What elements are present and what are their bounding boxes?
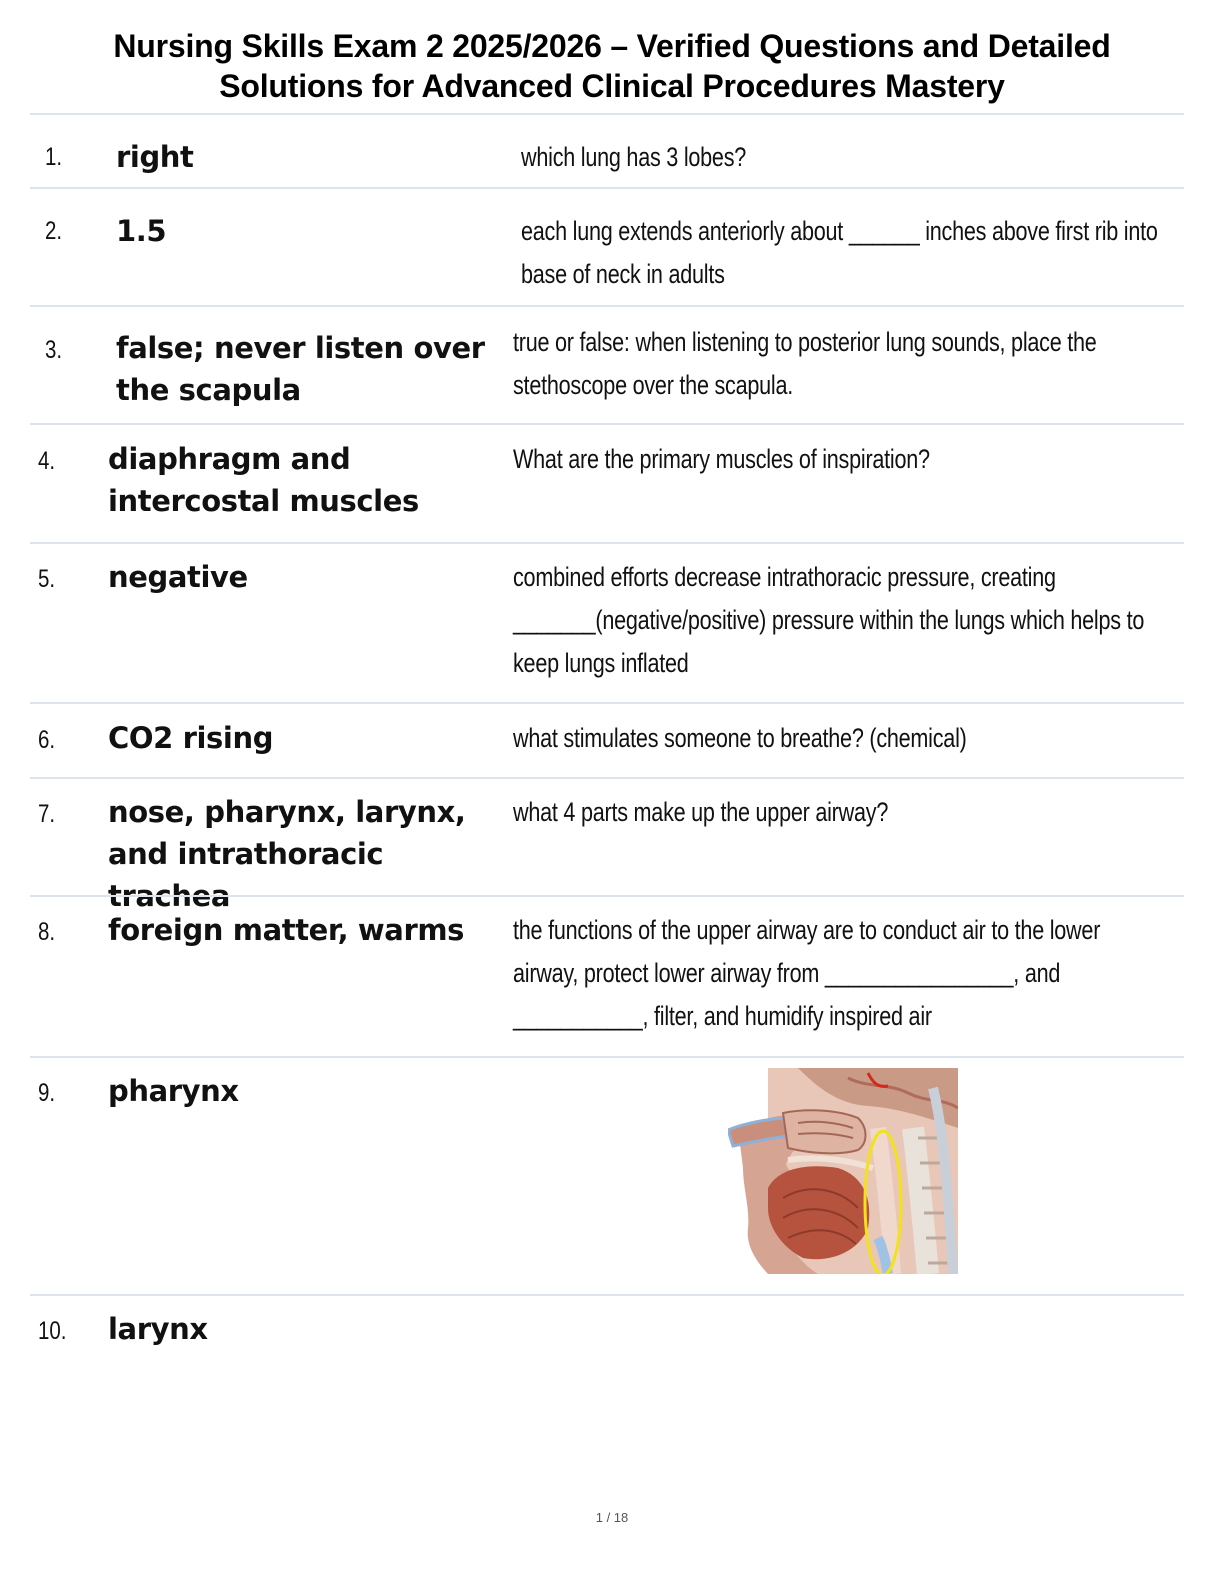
card-term: right: [116, 140, 194, 174]
page-indicator: 1 / 18: [595, 1510, 629, 1525]
card-term: 1.5: [116, 214, 167, 248]
card-term: CO2 rising: [108, 721, 274, 755]
divider: [30, 187, 1184, 189]
card-number: 8.: [38, 918, 56, 946]
divider: [30, 542, 1184, 544]
divider: [30, 1294, 1184, 1296]
card-definition: What are the primary muscles of inspiration?: [513, 444, 930, 474]
card-definition: true or false: when listening to posterior lung sounds, place the stethoscope over the scapula.: [513, 327, 1097, 400]
card-definition: what 4 parts make up the upper airway?: [513, 797, 889, 827]
document-title: [30, 26, 1194, 106]
title-line-2: Solutions for Advanced Clinical Procedures Mastery: [219, 68, 1005, 104]
card-number: 7.: [38, 800, 56, 828]
card-number: 1.: [45, 143, 63, 171]
card-definition: which lung has 3 lobes?: [521, 142, 747, 172]
divider: [30, 423, 1184, 425]
divider: [30, 305, 1184, 307]
divider: [30, 702, 1184, 704]
card-number: 10.: [38, 1317, 67, 1345]
card-definition: what stimulates someone to breathe? (chemical): [513, 723, 967, 753]
card-number: 6.: [38, 726, 56, 754]
card-definition: each lung extends anteriorly about ______ inches above first rib into base of neck in adults: [521, 216, 1158, 289]
card-term: diaphragm and intercostal muscles: [108, 442, 419, 518]
card-term: larynx: [108, 1312, 208, 1346]
card-definition: combined efforts decrease intrathoracic pressure, creating _______(negative/positive) pressure within the lungs which helps to keep lungs inflated: [513, 562, 1145, 678]
card-number: 4.: [38, 447, 56, 475]
card-term: negative: [108, 560, 248, 594]
anatomy-image: [728, 1068, 958, 1274]
card-term: pharynx: [108, 1074, 239, 1108]
card-number: 5.: [38, 565, 56, 593]
card-term: foreign matter, warms: [108, 913, 465, 947]
card-number: 9.: [38, 1079, 56, 1107]
card-term: false; never listen over the scapula: [116, 331, 485, 407]
title-line-1: Nursing Skills Exam 2 2025/2026 – Verified Questions and Detailed: [113, 28, 1111, 64]
divider: [30, 113, 1184, 115]
divider: [30, 1056, 1184, 1058]
card-definition: the functions of the upper airway are to conduct air to the lower airway, protect lower airway from ________________, and ___________, filter, and humidify inspired air: [513, 915, 1101, 1031]
card-term: nose, pharynx, larynx, and intrathoracic trachea: [108, 795, 466, 913]
sagittal-head-neck-illustration: [728, 1068, 958, 1274]
card-number: 3.: [45, 336, 63, 364]
divider: [30, 895, 1184, 897]
divider: [30, 777, 1184, 779]
card-number: 2.: [45, 217, 63, 245]
